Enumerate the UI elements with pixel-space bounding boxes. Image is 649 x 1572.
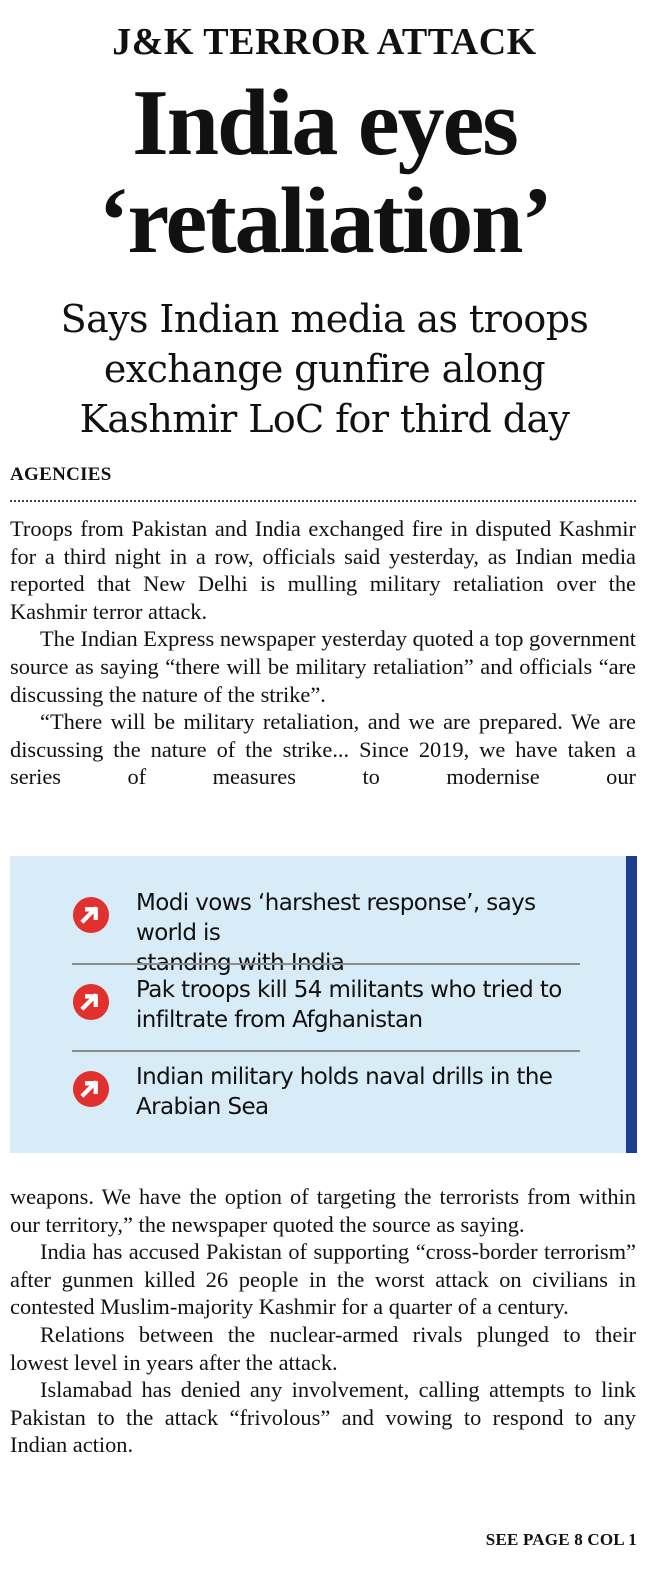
subheadline-line: exchange gunfire along <box>103 347 546 391</box>
related-story-divider <box>72 963 580 965</box>
related-story-line: Arabian Sea <box>136 1094 269 1120</box>
arrow-circle-icon <box>72 896 110 934</box>
headline-line: India eyes <box>132 71 517 175</box>
subheadline-line: Kashmir LoC for third day <box>79 397 570 441</box>
arrow-circle-icon <box>72 1070 110 1108</box>
related-story-headline <box>136 975 586 1035</box>
paragraph: “There will be military retaliation, and we are prepared. We are discussing the nature of the strike... Since 2019, we have taken a series of measures to modernise our <box>10 709 636 790</box>
related-story-line: Indian military holds naval drills in the <box>136 1064 553 1090</box>
paragraph: Islamabad has denied any involvement, calling attempts to link Pakistan to the attack “frivolous” and vowing to respond to any Indian action. <box>10 1377 636 1458</box>
continuation-link[interactable]: SEE PAGE 8 COL 1 <box>485 1530 637 1549</box>
related-story-divider <box>72 1050 580 1052</box>
article-body-top <box>10 515 636 791</box>
related-box-accent-bar <box>626 856 637 1153</box>
related-story-line: Pak troops kill 54 militants who tried to <box>136 977 562 1003</box>
related-story-line: standing with India <box>136 950 345 976</box>
kicker: J&K TERROR ATTACK <box>112 21 537 63</box>
related-story-headline <box>136 1062 586 1122</box>
headline <box>0 71 649 273</box>
paragraph: weapons. We have the option of targeting the terrorists from within our territory,” the newspaper quoted the source as saying. <box>10 1184 636 1237</box>
paragraph: Troops from Pakistan and India exchanged fire in disputed Kashmir for a third night in a row, officials said yesterday, as Indian media reported that New Delhi is mulling military retaliation over the Kashmir terror attack. <box>10 516 636 624</box>
paragraph: India has accused Pakistan of supporting “cross-border terrorism” after gunmen killed 26 people in the worst attack on civilians in contested Muslim-majority Kashmir for a quarter of a century. <box>10 1239 636 1320</box>
byline: AGENCIES <box>10 464 112 485</box>
headline-line: ‘retaliation’ <box>98 169 551 273</box>
subheadline-line: Says Indian media as troops <box>60 297 589 341</box>
related-story-line: infiltrate from Afghanistan <box>136 1007 423 1033</box>
subheadline <box>0 294 649 444</box>
article-body-bottom <box>10 1183 636 1459</box>
dotted-divider <box>10 500 636 502</box>
related-story-line: Modi vows ‘harshest response’, says world is <box>136 890 536 946</box>
paragraph: Relations between the nuclear-armed rivals plunged to their lowest level in years after the attack. <box>10 1321 636 1375</box>
paragraph: The Indian Express newspaper yesterday quoted a top government source as saying “there will be military retaliation” and officials “are discussing the nature of the strike”. <box>10 626 636 707</box>
arrow-circle-icon <box>72 983 110 1021</box>
